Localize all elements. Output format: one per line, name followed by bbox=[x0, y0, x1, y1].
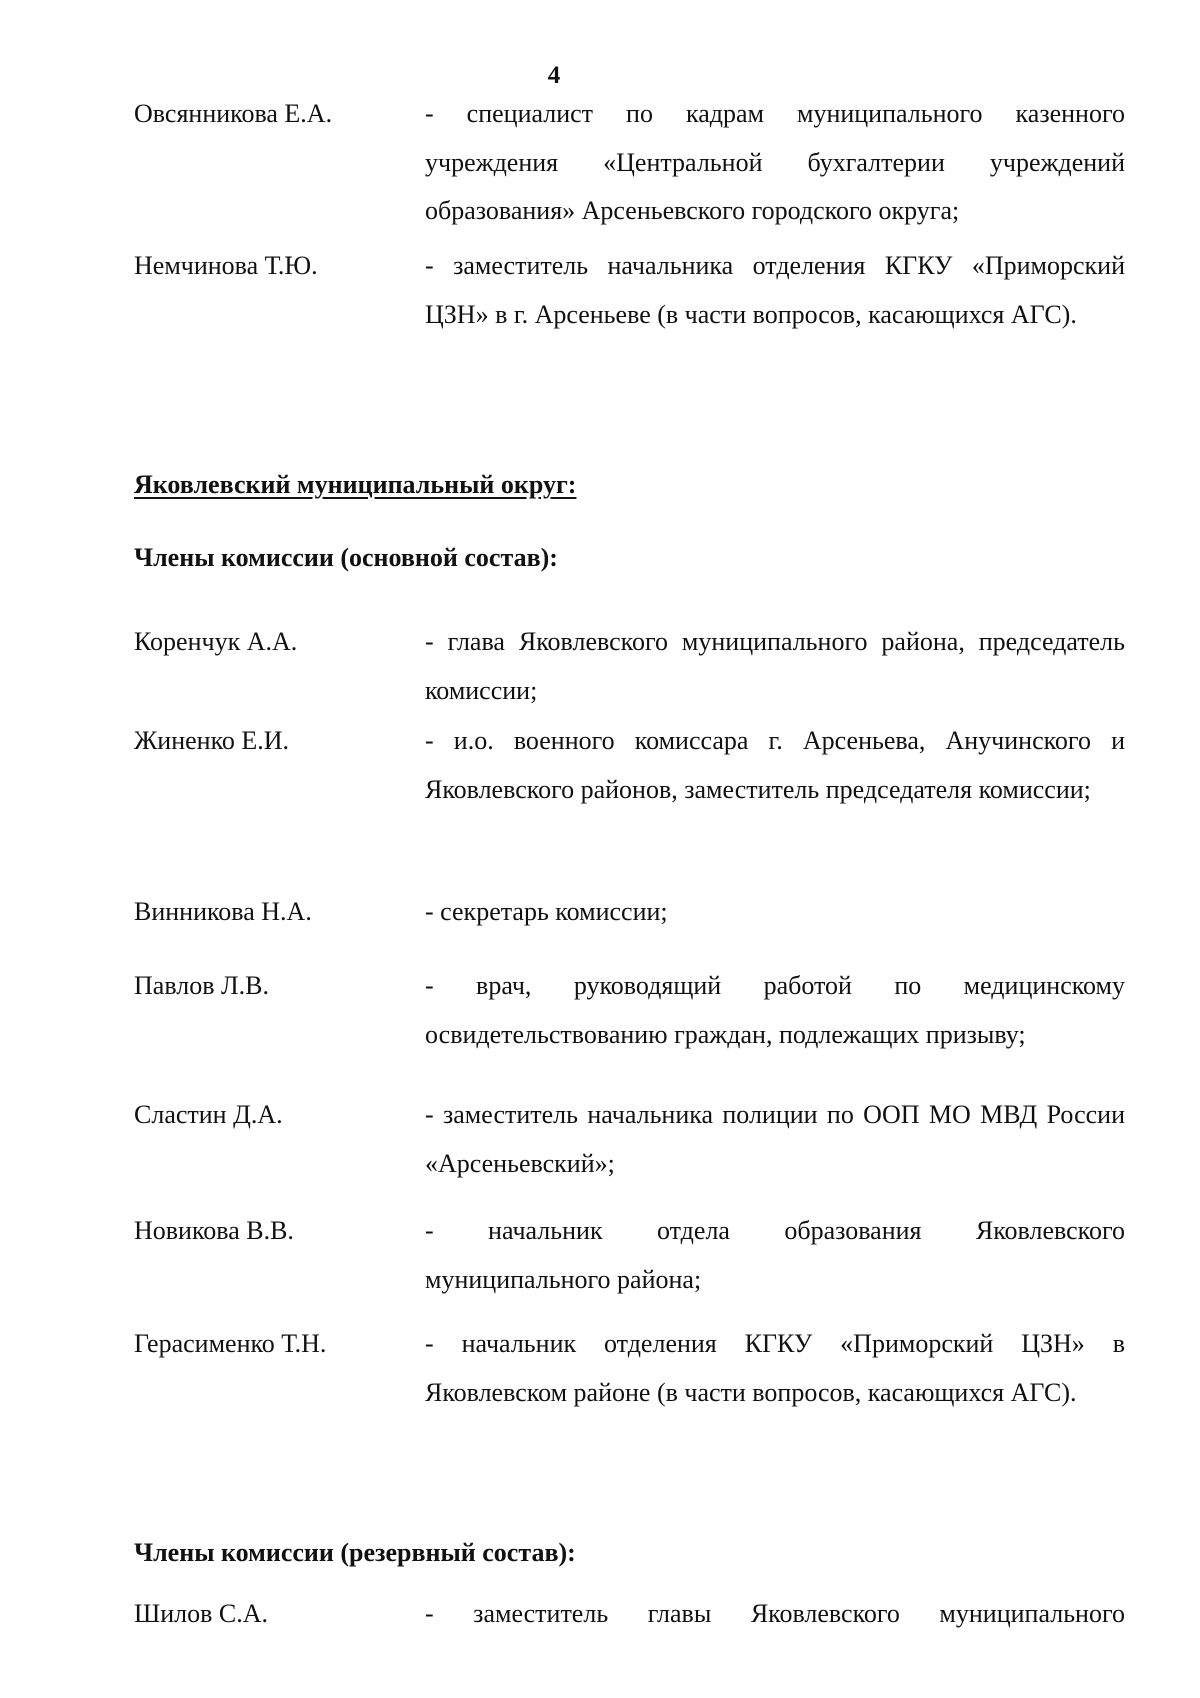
member-name: Винникова Н.А. bbox=[134, 897, 312, 926]
member-name: Жиненко Е.И. bbox=[134, 726, 290, 755]
member-name: Овсянникова Е.А. bbox=[134, 99, 333, 128]
member-name: Сластин Д.А. bbox=[134, 1100, 283, 1129]
member-description: - заместитель начальника полиции по ООП МО МВД России «Арсеньевский»; bbox=[425, 1100, 1125, 1178]
member-name: Шилов С.А. bbox=[134, 1599, 269, 1628]
member-description: - начальник отдела образования Яковлевского муниципального района; bbox=[425, 1216, 1125, 1294]
member-name: Немчинова Т.Ю. bbox=[134, 251, 318, 280]
member-name: Коренчук А.А. bbox=[134, 627, 298, 656]
member-description: - специалист по кадрам муниципального казенного учреждения «Центральной бухгалтерии учреждений образования» Арсеньевского городского округа; bbox=[425, 99, 1125, 225]
member-description: - секретарь комиссии; bbox=[425, 897, 668, 926]
page-number: 4 bbox=[547, 62, 561, 89]
member-name: Павлов Л.В. bbox=[134, 971, 269, 1000]
member-description: - заместитель главы Яковлевского муниципального bbox=[425, 1599, 1125, 1628]
section-title: Яковлевский муниципальный округ: bbox=[134, 470, 577, 499]
member-description: - глава Яковлевского муниципального района, председатель комиссии; bbox=[425, 627, 1125, 705]
main-members-heading: Члены комиссии (основной состав): bbox=[134, 543, 558, 572]
member-name: Новикова В.В. bbox=[134, 1216, 294, 1245]
member-description: - заместитель начальника отделения КГКУ «Приморский ЦЗН» в г. Арсеньеве (в части вопросов, касающихся АГС). bbox=[425, 251, 1125, 329]
member-description: - начальник отделения КГКУ «Приморский ЦЗН» в Яковлевском районе (в части вопросов, касающихся АГС). bbox=[425, 1329, 1125, 1407]
member-name: Герасименко Т.Н. bbox=[134, 1329, 327, 1358]
member-description: - и.о. военного комиссара г. Арсеньева, Анучинского и Яковлевского районов, заместитель председателя комиссии; bbox=[425, 726, 1125, 804]
member-description: - врач, руководящий работой по медицинскому освидетельствованию граждан, подлежащих призыву; bbox=[425, 971, 1125, 1049]
reserve-members-heading: Члены комиссии (резервный состав): bbox=[134, 1538, 576, 1567]
